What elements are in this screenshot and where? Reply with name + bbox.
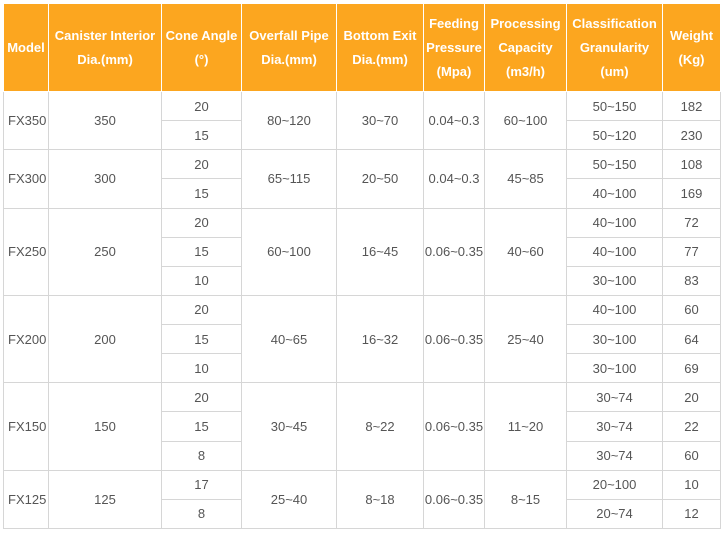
cone-angle-cell: 15 [162,325,242,354]
weight-cell: 64 [663,325,721,354]
granularity-cell: 30~100 [567,325,663,354]
cone-angle-cell: 15 [162,121,242,150]
cone-angle-cell: 17 [162,470,242,499]
cone-angle-cell: 10 [162,354,242,383]
header-feeding-pressure-line: Pressure [426,39,482,55]
pressure-cell: 0.06~0.35 [424,470,485,528]
header-cone-angle-line: (°) [194,51,209,67]
table-row [4,208,721,237]
granularity-cell: 40~100 [567,208,663,237]
header-feeding-pressure-line: Feeding [429,15,479,31]
overfall-cell: 30~45 [242,383,337,470]
weight-cell: 182 [663,92,721,121]
header-canister-interior-dia-line: Canister Interior [54,27,156,43]
header-weight-line: Weight [669,27,714,43]
table-row [4,383,721,412]
granularity-cell: 40~100 [567,237,663,266]
pressure-cell: 0.06~0.35 [424,383,485,470]
header-bottom-exit-dia-line: Dia.(mm) [352,51,408,67]
canister-cell: 350 [49,92,162,150]
bottom-exit-cell: 16~32 [337,295,424,382]
granularity-cell: 40~100 [567,295,663,324]
granularity-cell: 30~100 [567,266,663,295]
weight-cell: 60 [663,295,721,324]
weight-cell: 10 [663,470,721,499]
weight-cell: 69 [663,354,721,383]
weight-cell: 20 [663,383,721,412]
header-processing-capacity-line: (m3/h) [506,63,545,79]
capacity-cell: 8~15 [485,470,567,528]
header-classification-granularity-line: (um) [600,63,629,79]
spec-table [3,3,721,529]
overfall-cell: 60~100 [242,208,337,295]
capacity-cell: 25~40 [485,295,567,382]
table-row [4,92,721,121]
header-classification-granularity-line: Granularity [579,39,650,55]
table-row [4,470,721,499]
header-canister-interior-dia-line: Dia.(mm) [77,51,133,67]
table-row [4,295,721,324]
cone-angle-cell: 15 [162,179,242,208]
granularity-cell: 50~120 [567,121,663,150]
bottom-exit-cell: 8~18 [337,470,424,528]
header-overfall-pipe-dia-line: Dia.(mm) [261,51,317,67]
granularity-cell: 30~74 [567,412,663,441]
cone-angle-cell: 20 [162,295,242,324]
header-classification-granularity-line: Classification [572,15,657,31]
table-body [4,92,721,529]
header-weight [663,4,721,92]
model-cell: FX350 [4,92,49,150]
canister-cell: 250 [49,208,162,295]
pressure-cell: 0.06~0.35 [424,295,485,382]
granularity-cell: 20~100 [567,470,663,499]
model-cell: FX125 [4,470,49,528]
header-cone-angle [162,4,242,92]
capacity-cell: 60~100 [485,92,567,150]
model-cell: FX250 [4,208,49,295]
model-cell: FX200 [4,295,49,382]
weight-cell: 83 [663,266,721,295]
weight-cell: 169 [663,179,721,208]
granularity-cell: 30~100 [567,354,663,383]
overfall-cell: 40~65 [242,295,337,382]
model-cell: FX150 [4,383,49,470]
header-feeding-pressure-line: (Mpa) [436,63,472,79]
header-bottom-exit-dia-line: Bottom Exit [343,27,417,43]
cone-angle-cell: 8 [162,441,242,470]
cone-angle-cell: 8 [162,499,242,528]
cone-angle-cell: 15 [162,237,242,266]
cone-angle-cell: 10 [162,266,242,295]
weight-cell: 108 [663,150,721,179]
granularity-cell: 40~100 [567,179,663,208]
cone-angle-cell: 15 [162,412,242,441]
header-processing-capacity [485,4,567,92]
capacity-cell: 45~85 [485,150,567,208]
capacity-cell: 11~20 [485,383,567,470]
overfall-cell: 65~115 [242,150,337,208]
pressure-cell: 0.06~0.35 [424,208,485,295]
granularity-cell: 50~150 [567,92,663,121]
header-bottom-exit-dia [337,4,424,92]
cone-angle-cell: 20 [162,383,242,412]
weight-cell: 77 [663,237,721,266]
weight-cell: 230 [663,121,721,150]
weight-cell: 72 [663,208,721,237]
table-row [4,150,721,179]
header-classification-granularity [567,4,663,92]
pressure-cell: 0.04~0.3 [424,150,485,208]
header-processing-capacity-line: Processing [490,15,561,31]
cone-angle-cell: 20 [162,92,242,121]
canister-cell: 300 [49,150,162,208]
model-cell: FX300 [4,150,49,208]
overfall-cell: 80~120 [242,92,337,150]
overfall-cell: 25~40 [242,470,337,528]
header-canister-interior-dia [49,4,162,92]
weight-cell: 22 [663,412,721,441]
bottom-exit-cell: 16~45 [337,208,424,295]
cone-angle-cell: 20 [162,150,242,179]
weight-cell: 60 [663,441,721,470]
bottom-exit-cell: 30~70 [337,92,424,150]
header-model [4,4,49,92]
header-cone-angle-line: Cone Angle [165,27,238,43]
pressure-cell: 0.04~0.3 [424,92,485,150]
header-model-line: Model [7,39,45,55]
weight-cell: 12 [663,499,721,528]
header-row [4,4,721,92]
header-overfall-pipe-dia [242,4,337,92]
header-processing-capacity-line: Capacity [498,39,553,55]
canister-cell: 150 [49,383,162,470]
granularity-cell: 50~150 [567,150,663,179]
granularity-cell: 20~74 [567,499,663,528]
canister-cell: 125 [49,470,162,528]
bottom-exit-cell: 8~22 [337,383,424,470]
granularity-cell: 30~74 [567,441,663,470]
canister-cell: 200 [49,295,162,382]
cone-angle-cell: 20 [162,208,242,237]
header-overfall-pipe-dia-line: Overfall Pipe [249,27,329,43]
granularity-cell: 30~74 [567,383,663,412]
header-weight-line: (Kg) [678,51,705,67]
bottom-exit-cell: 20~50 [337,150,424,208]
capacity-cell: 40~60 [485,208,567,295]
header-feeding-pressure [424,4,485,92]
